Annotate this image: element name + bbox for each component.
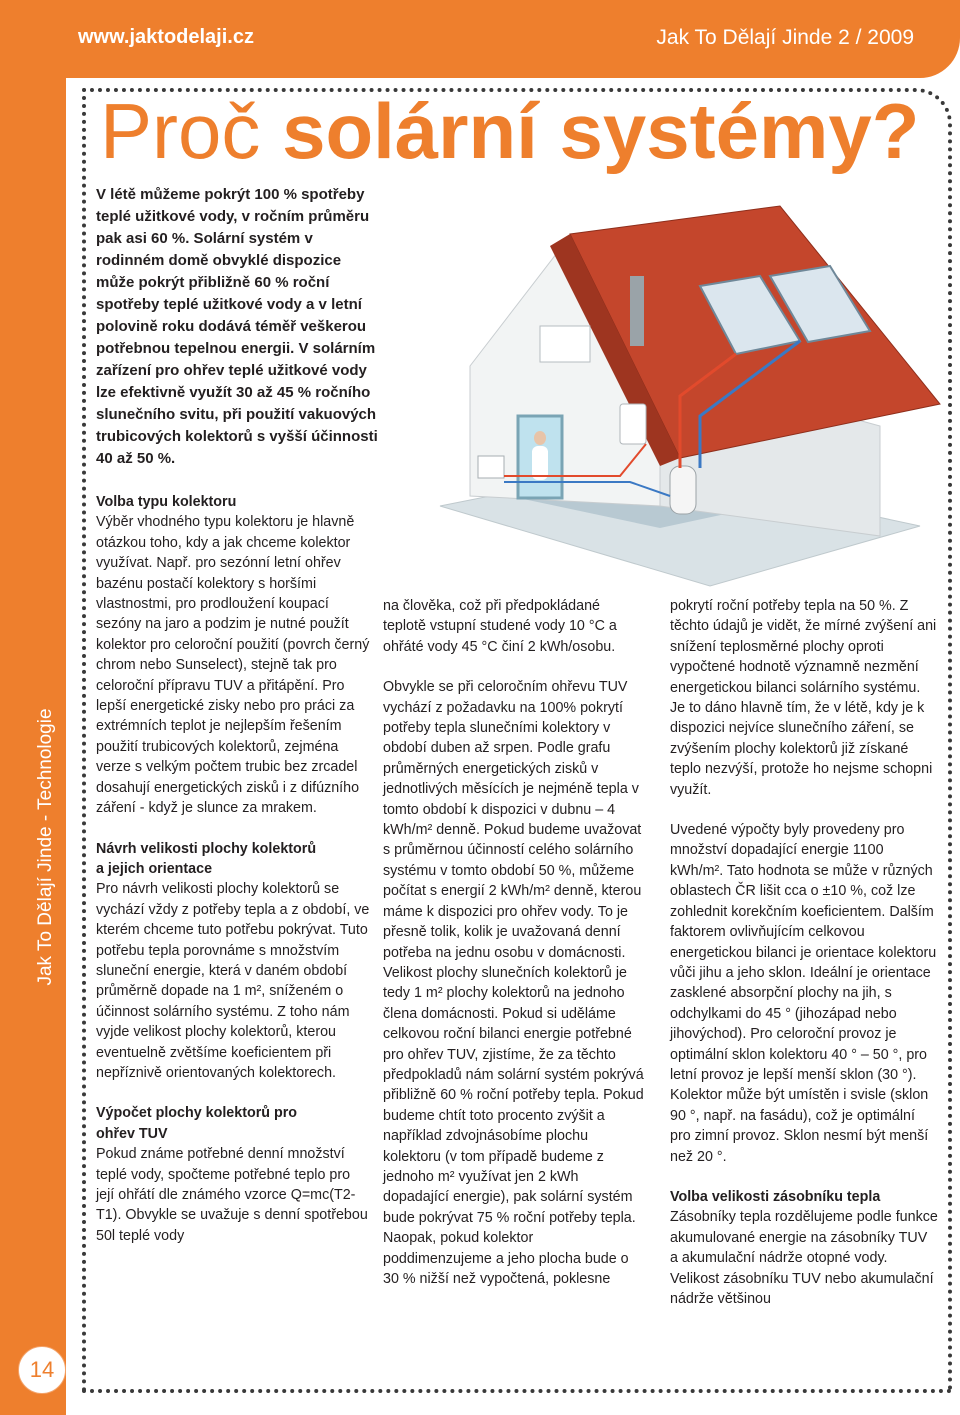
intro-paragraph: V létě můžeme pokrýt 100 % spotřeby teplé užitkové vody, v ročním průměru pak asi 60 %. Solární systém v rodinném domě obvyklé dispozice může pokrýt přibližně 60 % roční spotřeby teplé užitkové vody a v letní polovině roku dodává téměř veškerou potřebnou tepelnou energii. V solárním zařízení pro ohřev teplé užitkové vody lze efektivně využít 30 až 45 % ročního slunečního svitu, při použití vakuových trubicových kolektorů s vyšší účinnosti 40 až 50 %. <box>96 186 378 467</box>
paragraph-col3-1: pokrytí roční potřeby tepla na 50 %. Z těchto údajů je vidět, že mírné zvýšení ani snížení teplosměrné plochy oproti vypočtené hodnotě významně nezmění energetickou bilanci solárního systému. Je to dáno hlavně tím, že v létě, kdy je k dispozici nejvíce slunečního záření, se zvýšením plochy kolektorů již získané teplo nezvýší, protože ho nejsme schopni využít. <box>670 598 937 798</box>
header-bar <box>0 0 960 78</box>
paragraph-area-design: Pro návrh velikosti plochy kolektorů se vychází vždy z potřeby tepla a z období, ve kterém chceme tuto potřebu pokrývat. Tuto potřebu tepla porovnáme s množstvím sluneční energie, která v daném období průměrně dopade na 1 m², sníženém o účinnost solárního systému. Z toho nám vyjde velikost plochy kolektorů, kterou eventuelně zvětšíme koeficientem při nepříznivě orientovaných kolektorech. <box>96 881 370 1081</box>
heading-area-design-2: a jejich orientace <box>96 860 213 877</box>
column-2 <box>383 596 645 1309</box>
column-1 <box>96 492 370 1266</box>
paragraph-storage-size: Zásobníky tepla rozdělujeme podle funkce akumulované energie na zásobníky TUV a akumulační nádrže otopné vody. Velikost zásobníku TUV nebo akumulační nádrže většinou <box>670 1209 938 1307</box>
title-bold: solární systémy? <box>282 87 920 175</box>
heading-area-design-1: Návrh velikosti plochy kolektorů <box>96 840 317 857</box>
page-number: 14 <box>18 1346 66 1394</box>
solar-house-illustration <box>380 176 944 596</box>
column-3 <box>670 596 938 1329</box>
heading-area-calc-1: Výpočet plochy kolektorů pro <box>96 1105 297 1122</box>
paragraph-col3-2: Uvedené výpočty byly provedeny pro množství dopadající energie 1100 kWh/m². Tato hodnota se může v různých oblastech ČR lišit cca o ±10 %, což lze zohlednit korekčním koeficientem. Dalším faktorem ovlivňujícím celkovou energetickou bilanci je orientace kolektoru vůči jihu a jeho sklon. Ideální je orientace zasklené absorpční plochy na jih, s odchylkami do 45 ° (jihozápad nebo jihovýchod). Pro celoroční provoz je optimální sklon kolektoru 40 ° – 50 °, pro letní provoz je lepší menší sklon (30 °). Kolektor může být umístěn i svisle (sklon 90 °, např. na fasádu), což je optimální pro zimní provoz. Sklon nesmí být menší než 20 °. <box>670 822 937 1165</box>
page-title <box>100 86 919 176</box>
heading-area-calc-2: ohřev TUV <box>96 1125 168 1142</box>
heading-collector-type: Volba typu kolektoru <box>96 494 237 510</box>
site-url[interactable]: www.jaktodelaji.cz <box>78 26 254 48</box>
paragraph-col2-2: Obvykle se při celoročním ohřevu TUV vychází z požadavku na 100% pokrytí potřeby tepla slunečními kolektory v období duben až srpen. Podle grafu průměrných energetických zisků v jednotlivých měsících je nejméně tepla v tomto období k dispozici v dubnu – 4 kWh/m² denně. Pokud budeme uvažovat s průměrnou účinností celého solárního systému v tomto období 50 %, můžeme počítat s energií 2 kWh/m² denně, kterou máme k dispozici pro ohřev vody. To je přesně tolik, kolik je uvažovaná denní potřeba na jednu osobu v domácnosti. Velikost plochy slunečních kolektorů je tedy 1 m² plochy kolektorů na jednoho člena domácnosti. Pokud si uděláme celkovou roční bilanci energie potřebné pro ohřev TUV, zjistíme, že za těchto předpokladů nám solární systém pokrývá přibližně 60 % roční potřeby tepla. Pokud budeme chtít toto procento zvýšit a například zdvojnásobíme plochu kolektoru (v tom případě budeme z jednoho m² využívat jen 2 kWh dopadající energie), pak solární systém bude pokrývat 75 % roční potřeby tepla. Naopak, pokud kolektor poddimenzujeme a jeho plocha bude o 30 % nižší než vypočtená, poklesne <box>383 679 644 1287</box>
title-light: Proč <box>100 87 261 175</box>
paragraph-area-calc: Pokud známe potřebné denní množství teplé vody, spočteme potřebné teplo pro její ohřátí dle známého vzorce Q=mc(T2-T1). Obvykle se uvažuje s denní spotřebou 50l teplé vody <box>96 1146 368 1244</box>
heading-storage-size: Volba velikosti zásobníku tepla <box>670 1188 881 1205</box>
issue-label: Jak To Dělají Jinde 2 / 2009 <box>656 26 914 49</box>
paragraph-collector-type: Výběr vhodného typu kolektoru je hlavně otázkou toho, kdy a jak chceme kolektor využívat. Např. pro sezónní letní ohřev bazénu postačí kolektory s horšími vlastnostmi, pro prodloužení koupací sezóny na jaro a podzim je nutné použít kolektor pro celoroční použití (povrch černý chrom nebo Sunselect), stejně tak pro celoroční přípravu TUV a přitápění. Pro lepší energetické zisky nebo pro práci za extrémních teplot je nejlepším řešením použití trubicových kolektorů, zejména verze s velkým počtem trubic bez zrcadel dosahují energetických zisků i z difúzního záření - když je slunce za mrakem. <box>96 514 370 817</box>
paragraph-col2-1: na člověka, což při předpokládané teplotě vstupní studené vody 10 °C a ohřáté vody 45 °C činí 2 kWh/osobu. <box>383 598 617 655</box>
section-label: Jak To Dělají Jinde - Technologie <box>35 708 56 986</box>
